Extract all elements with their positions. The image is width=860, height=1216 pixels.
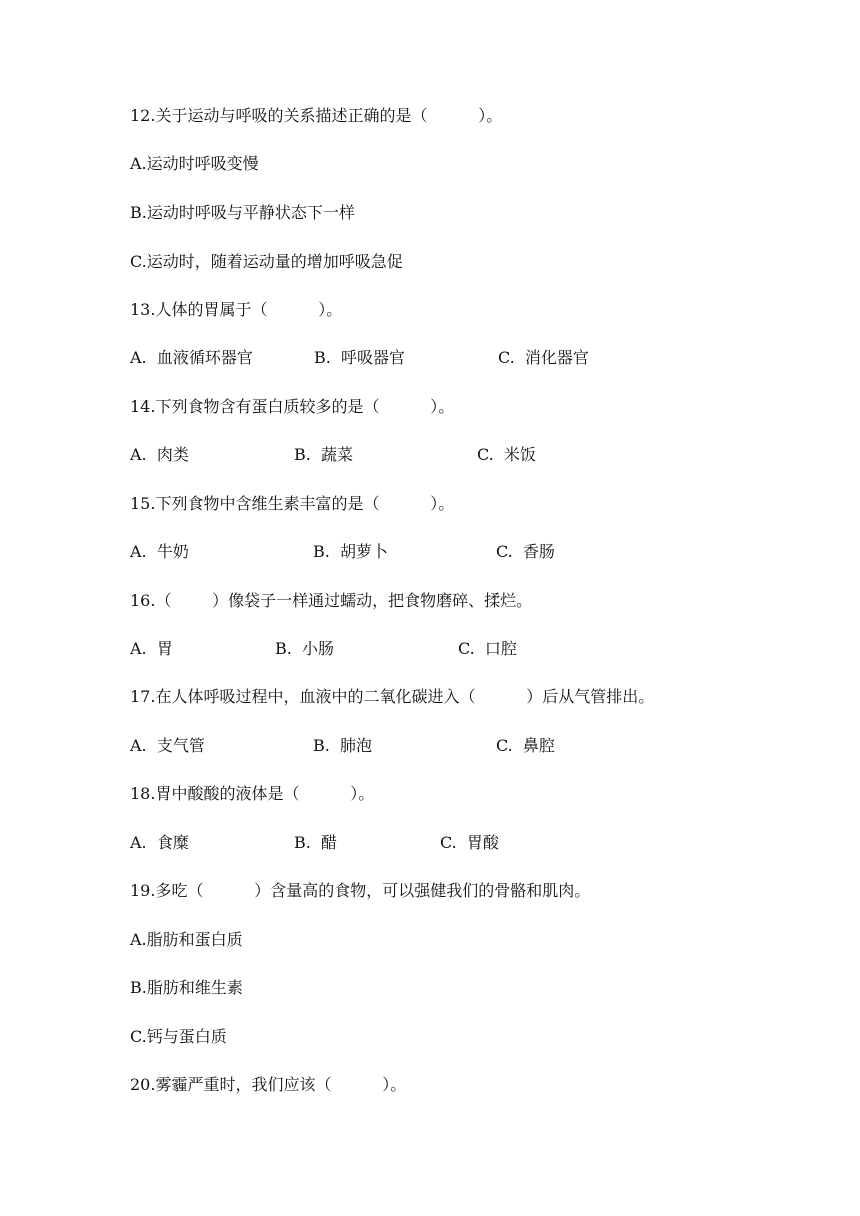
question-16-option-c: C. 口腔: [458, 639, 517, 658]
question-12-option-c: C.运动时，随着运动量的增加呼吸急促: [130, 252, 403, 271]
question-16-option-a: A. 胃: [130, 639, 173, 658]
question-16-stem: 16.（ ）像袋子一样通过蠕动，把食物磨碎、揉烂。: [130, 591, 533, 610]
question-12-option-b: B.运动时呼吸与平静状态下一样: [130, 203, 355, 222]
question-12-stem: 12.关于运动与呼吸的关系描述正确的是（ ）。: [130, 106, 503, 125]
question-18-option-a: A. 食糜: [130, 833, 189, 852]
question-18-stem: 18.胃中酸酸的液体是（ ）。: [130, 784, 375, 803]
question-17-option-b: B. 肺泡: [313, 736, 373, 755]
question-13-option-c: C. 消化器官: [498, 348, 589, 367]
question-13-stem: 13.人体的胃属于（ ）。: [130, 300, 343, 319]
question-17-option-a: A. 支气管: [130, 736, 205, 755]
question-19-option-c: C.钙与蛋白质: [130, 1027, 227, 1046]
question-16-option-b: B. 小肠: [275, 639, 335, 658]
question-14-option-a: A. 肉类: [130, 445, 189, 464]
question-17-option-c: C. 鼻腔: [496, 736, 555, 755]
question-14-stem: 14.下列食物含有蛋白质较多的是（ ）。: [130, 397, 455, 416]
question-13-option-a: A. 血液循环器官: [130, 348, 253, 367]
question-17-stem: 17.在人体呼吸过程中，血液中的二氧化碳进入（ ）后从气管排出。: [130, 687, 655, 706]
question-14-option-b: B. 蔬菜: [294, 445, 354, 464]
question-20-stem: 20.雾霾严重时，我们应该（ ）。: [130, 1075, 407, 1094]
question-15-option-b: B. 胡萝卜: [313, 542, 389, 561]
question-15-option-a: A. 牛奶: [130, 542, 189, 561]
question-13-option-b: B. 呼吸器官: [314, 348, 406, 367]
question-12-option-a: A.运动时呼吸变慢: [130, 154, 259, 173]
question-19-stem: 19.多吃（ ）含量高的食物，可以强健我们的骨骼和肌肉。: [130, 881, 591, 900]
question-15-stem: 15.下列食物中含维生素丰富的是（ ）。: [130, 494, 455, 513]
question-19-option-a: A.脂肪和蛋白质: [130, 930, 243, 949]
question-19-option-b: B.脂肪和维生素: [130, 978, 243, 997]
question-18-option-c: C. 胃酸: [440, 833, 499, 852]
question-15-option-c: C. 香肠: [496, 542, 555, 561]
question-14-option-c: C. 米饭: [477, 445, 536, 464]
question-18-option-b: B. 醋: [294, 833, 338, 852]
